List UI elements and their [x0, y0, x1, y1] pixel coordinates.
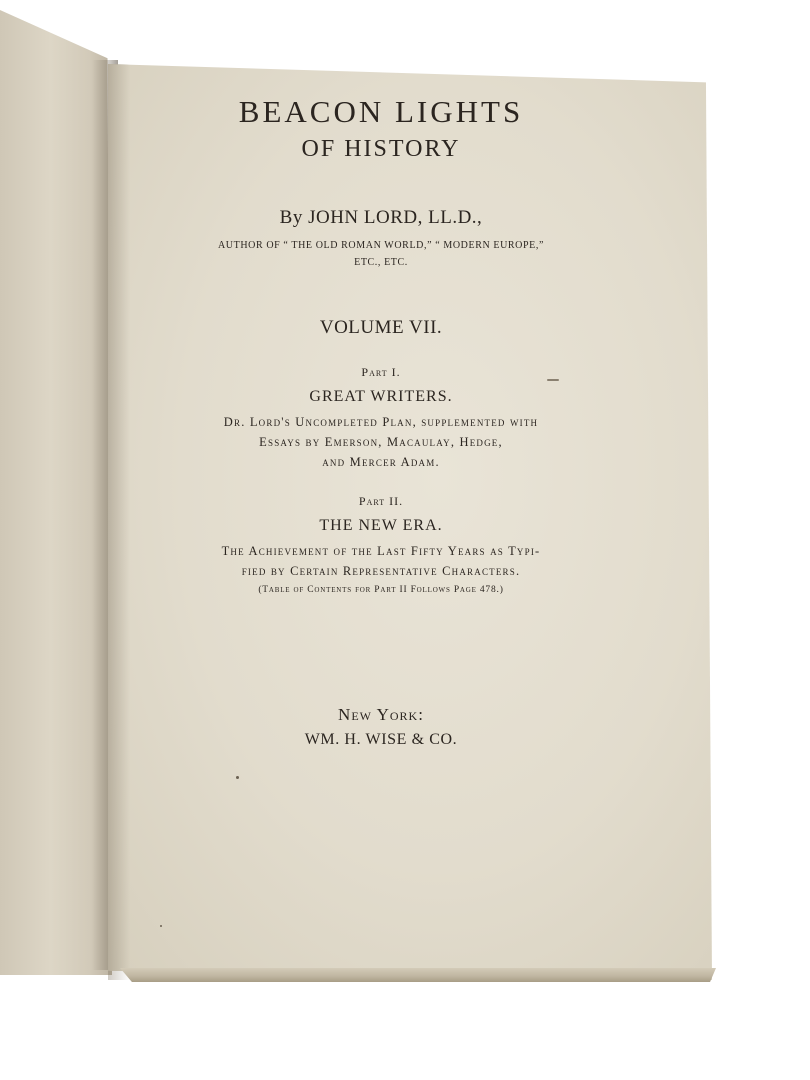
page-gutter — [108, 64, 130, 980]
author-line: By JOHN LORD, LL.D., — [279, 207, 483, 228]
part-1-desc-line-3: and Mercer Adam. — [322, 455, 440, 469]
part-2-note: (Table of Contents for Part II Follows Page 478.) — [258, 585, 504, 595]
author-note-line-2: ETC., ETC. — [354, 257, 408, 268]
volume-number: VOLUME VII. — [319, 317, 443, 338]
part-2-title: THE NEW ERA. — [319, 517, 443, 534]
part-1-title: GREAT WRITERS. — [309, 388, 453, 405]
publisher-city: New York: — [338, 705, 424, 724]
author-note-line-1: AUTHOR OF “ THE OLD ROMAN WORLD,” “ MODERN EUROPE,” — [217, 240, 545, 251]
part-2-desc-line-2: fied by Certain Representative Characters. — [241, 564, 521, 578]
part-1-desc-line-2: Essays by Emerson, Macaulay, Hedge, — [259, 435, 503, 449]
book-title-line-1: BEACON LIGHTS — [238, 94, 524, 129]
book-title-line-2: OF HISTORY — [301, 136, 461, 162]
paper-speck — [236, 776, 239, 779]
part-1-label: Part I. — [361, 365, 401, 379]
part-1-desc-line-1: Dr. Lord's Uncompleted Plan, supplemented with — [223, 415, 539, 429]
paper-speck — [160, 925, 162, 927]
title-page-text — [150, 90, 612, 749]
part-2-desc-line-1: The Achievement of the Last Fifty Years as Typi- — [221, 544, 541, 558]
publisher-name: WM. H. WISE & CO. — [304, 731, 458, 748]
part-2-label: Part II. — [358, 494, 404, 508]
page-edge — [120, 968, 716, 982]
